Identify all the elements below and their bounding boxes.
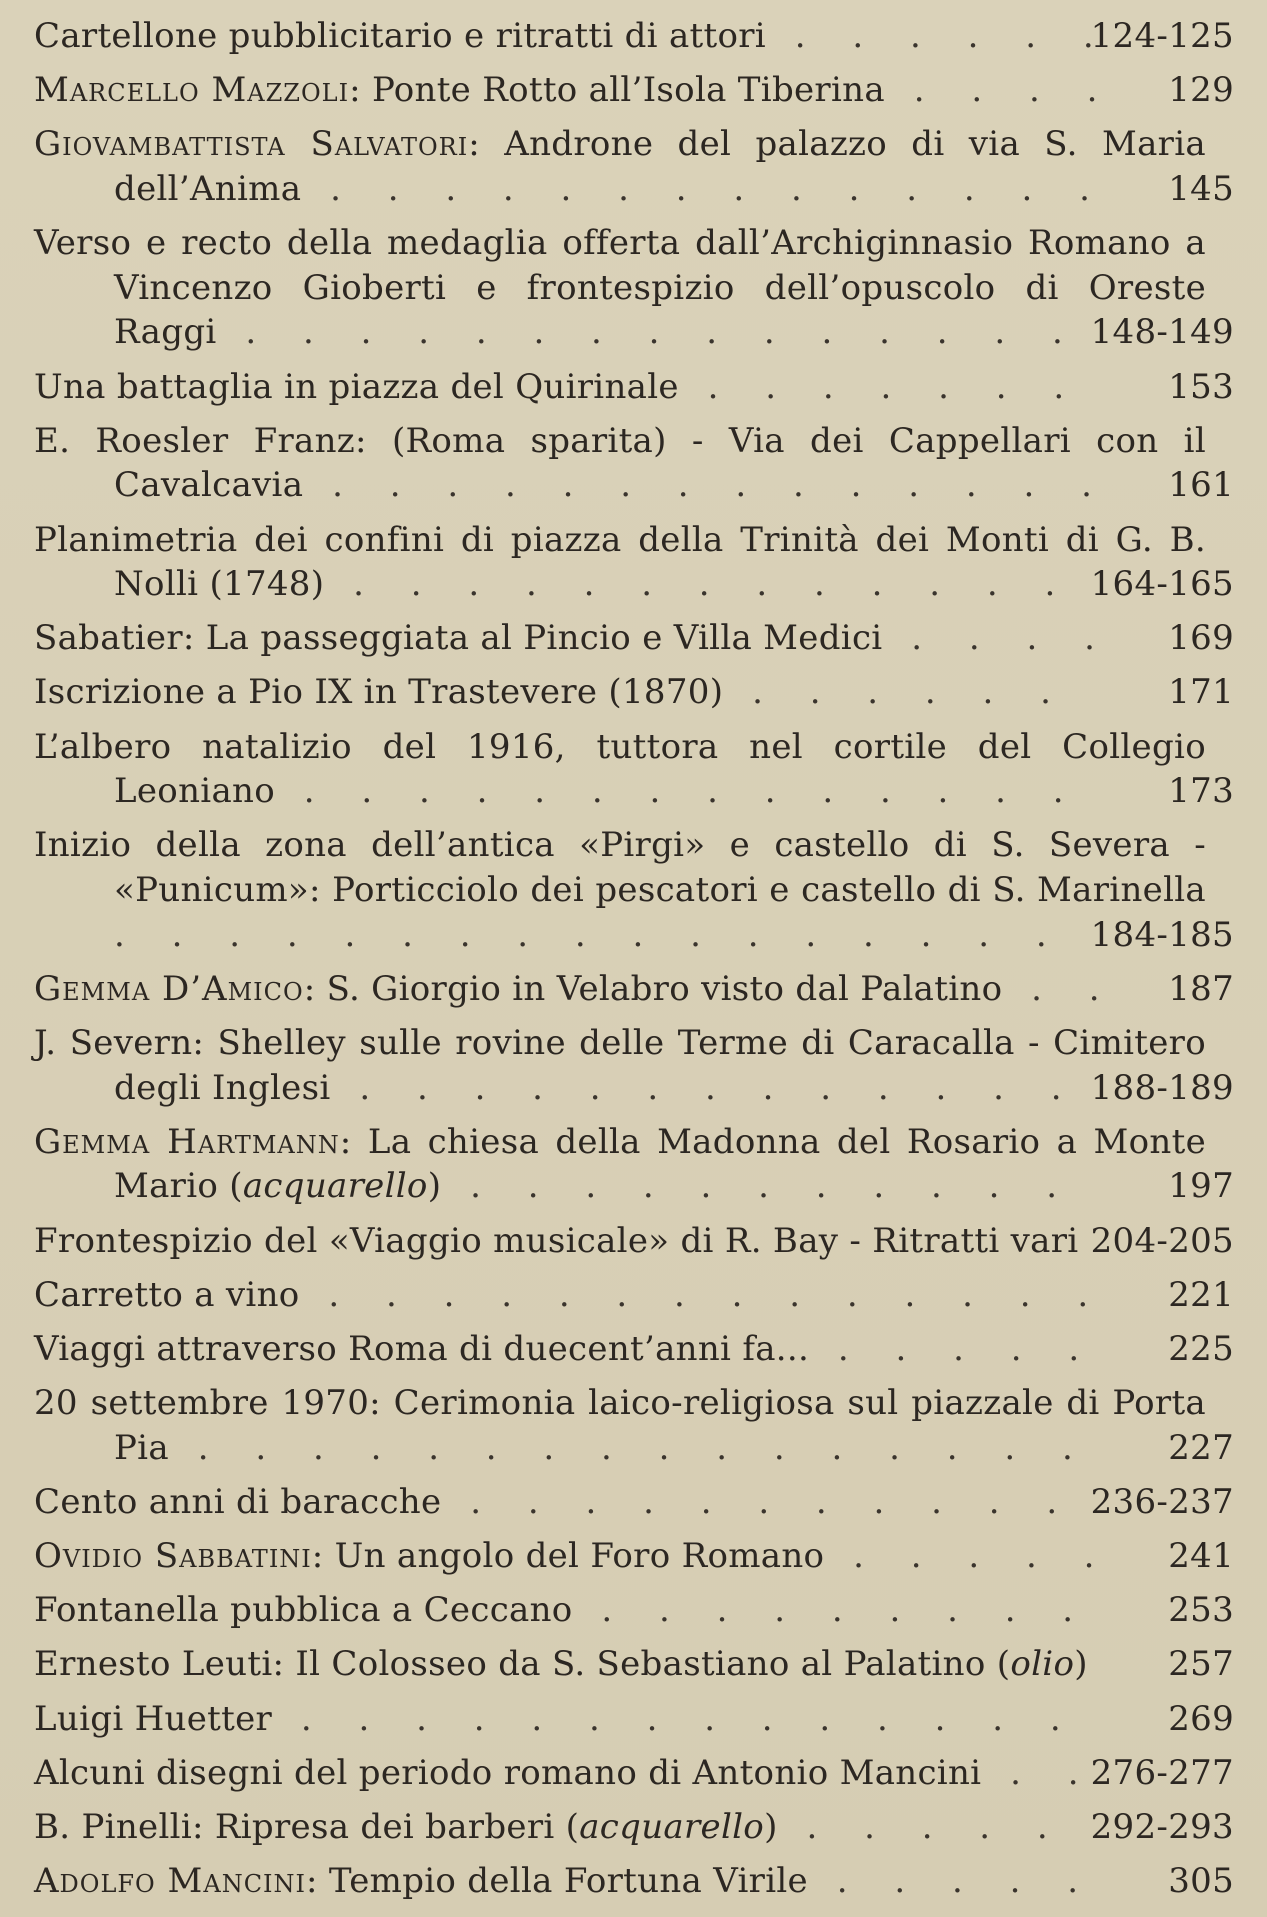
toc-entry-title: J. Severn: Shelley sulle rovine delle Terme di Caracalla - Cimitero degli Inglesi xyxy=(34,1023,1206,1108)
toc-entry-title: Androne del palazzo di via S. Maria dell’Anima xyxy=(114,124,1206,209)
toc-entry-text xyxy=(34,1751,1206,1796)
toc-entry-title: Sabatier: La passeggiata al Pincio e Villa Medici xyxy=(34,618,883,659)
toc-page-number: 227 xyxy=(1168,1427,1234,1468)
toc-entry-text xyxy=(34,1642,1206,1687)
toc-page-number: 253 xyxy=(1168,1590,1234,1631)
toc-entry-title: Iscrizione a Pio IX in Trastevere (1870) xyxy=(34,672,724,713)
toc-entry-text xyxy=(34,1588,1206,1633)
author-separator: : xyxy=(311,1536,335,1577)
author-separator: : xyxy=(468,124,505,165)
toc-entry xyxy=(34,1805,1234,1850)
toc-entry-title: La chiesa della Madonna del Rosario a Monte Mario ( xyxy=(114,1121,1206,1207)
toc-entry-closing: ) xyxy=(764,1807,778,1848)
dot-leader: . . xyxy=(981,1752,1097,1793)
toc-page-number: 184-185 xyxy=(1090,914,1234,955)
toc-entry-title: Cartellone pubblicitario e ritratti di attori xyxy=(34,16,766,56)
toc-page-number: 164-165 xyxy=(1090,564,1234,605)
toc-entry xyxy=(34,725,1234,814)
toc-page-number: 225 xyxy=(1168,1328,1234,1369)
dot-leader: . . . . . xyxy=(807,1861,1097,1902)
dot-leader: . . xyxy=(1002,968,1118,1009)
toc-entry xyxy=(34,122,1234,211)
toc-entry-title: Frontespizio del «Viaggio musicale» di R. Bay - Ritratti vari xyxy=(34,1220,1079,1261)
author-separator: : xyxy=(349,70,372,111)
toc-entry-title: Ernesto Leuti: Il Colosseo da S. Sebastiano al Palatino ( xyxy=(34,1644,1011,1685)
toc-page-number: 276-277 xyxy=(1090,1752,1234,1793)
toc-entry xyxy=(34,221,1234,355)
toc-entry-text xyxy=(34,616,1206,661)
toc-entry-text xyxy=(34,122,1206,211)
toc-entry-title: 20 settembre 1970: Cerimonia laico-religiosa sul piazzale di Porta Pia xyxy=(34,1383,1206,1468)
toc-entry xyxy=(34,1480,1234,1525)
toc-entry-title: Viaggi attraverso Roma di duecent’anni fa... xyxy=(34,1328,810,1369)
dot-leader: . . . . . . . . . . . xyxy=(441,1166,1076,1207)
toc-entry-title: Tempio della Fortuna Virile xyxy=(328,1861,808,1902)
toc-entry-text xyxy=(34,1697,1206,1742)
toc-entry-closing: ) xyxy=(1074,1644,1088,1685)
toc-entry xyxy=(34,967,1234,1012)
dot-leader: . . . . . . xyxy=(765,16,1112,56)
toc-page-number: 241 xyxy=(1168,1536,1234,1577)
dot-leader: . . . . . . . . . . . . . xyxy=(324,564,1074,605)
author-separator: : xyxy=(339,1121,368,1162)
toc-entry-title: Carretto a vino xyxy=(34,1274,300,1315)
dot-leader: . . . . . . . . . . . . . . . . xyxy=(168,1427,1091,1468)
toc-entry-title: Alcuni disegni del periodo romano di Antonio Mancini xyxy=(34,1752,982,1793)
toc-page-number: 257 xyxy=(1168,1644,1234,1685)
toc-entry-text xyxy=(34,967,1206,1012)
toc-page-number: 169 xyxy=(1168,618,1234,659)
toc-entry-title: Una battaglia in piazza del Quirinale xyxy=(34,366,679,407)
toc-entry-title: Luigi Huetter xyxy=(34,1698,273,1739)
toc-entry-title: E. Roesler Franz: (Roma sparita) - Via dei Cappellari con il Cavalcavia xyxy=(34,420,1206,506)
dot-leader: . . . . . . . . . . . . . . . xyxy=(216,312,1081,353)
author-separator: : xyxy=(306,1861,329,1902)
toc-entry xyxy=(34,1381,1234,1470)
toc-entry-text xyxy=(34,518,1206,607)
toc-entry xyxy=(34,1642,1234,1687)
toc-entry xyxy=(34,518,1234,607)
toc-entry-title: Fontanella pubblica a Ceccano xyxy=(34,1590,573,1631)
dot-leader: . . . . . . . . . . . . . . xyxy=(272,1698,1079,1739)
toc-entry xyxy=(34,1273,1234,1318)
toc-entry-medium: olio xyxy=(1010,1644,1075,1685)
toc-entry-text xyxy=(34,1120,1206,1209)
toc-entry-text xyxy=(34,725,1206,814)
author-separator: : xyxy=(303,968,327,1009)
toc-page-number: 204-205 xyxy=(1090,1220,1234,1261)
toc-page-number: 173 xyxy=(1168,771,1234,812)
toc-entry-text xyxy=(34,365,1206,410)
toc-entry-title: L’albero natalizio del 1916, tuttora nel cortile del Collegio Leoniano xyxy=(34,726,1206,812)
dot-leader: . . . . . . . . . . . . . . xyxy=(303,465,1110,506)
toc-entry xyxy=(34,1534,1234,1579)
dot-leader: . . . . xyxy=(884,70,1116,111)
toc-page-number: 188-189 xyxy=(1090,1067,1234,1108)
toc-entry xyxy=(34,1859,1234,1904)
dot-leader: . . . . . . . . . . . . . . xyxy=(299,1274,1107,1315)
toc-entry xyxy=(34,1697,1234,1742)
toc-entry-author: Adolfo Mancini xyxy=(34,1861,307,1902)
toc-entry xyxy=(34,1021,1234,1110)
toc-page-number: 305 xyxy=(1168,1861,1234,1902)
toc-page-number: 161 xyxy=(1168,465,1234,506)
dot-leader: . . . . . xyxy=(777,1807,1066,1848)
toc-page-number: 145 xyxy=(1168,168,1234,209)
toc-entry-title: Verso e recto della medaglia offerta dall’Archiginnasio Romano a Vincenzo Gioberti e frontespizio dell’opuscolo di Oreste Raggi xyxy=(34,223,1206,353)
toc-entry-text xyxy=(34,1805,1206,1850)
toc-page-number: 269 xyxy=(1168,1698,1234,1739)
toc-entry xyxy=(34,419,1234,508)
toc-page-number: 292-293 xyxy=(1090,1807,1234,1848)
toc-entry xyxy=(34,1588,1234,1633)
dot-leader: . . . . . . . . . . . . . . . . . xyxy=(114,914,1065,955)
toc-entry-author: Gemma Hartmann xyxy=(34,1121,340,1162)
dot-leader: . . . . . . xyxy=(723,672,1069,713)
toc-entry-author: Gemma D’Amico xyxy=(34,968,304,1009)
toc-entry-title: S. Giorgio in Velabro visto dal Palatino xyxy=(326,968,1003,1009)
toc-entry-title: Cento anni di baracche xyxy=(34,1481,442,1522)
dot-leader: . . . . . . . xyxy=(678,366,1083,407)
toc-entry-closing: ) xyxy=(427,1166,442,1207)
toc-entry-title: Ponte Rotto all’Isola Tiberina xyxy=(371,70,885,111)
toc-entry-text xyxy=(34,670,1206,715)
dot-leader: . . . . . xyxy=(824,1536,1113,1577)
toc-entry-title: Inizio della zona dell’antica «Pirgi» e castello di S. Severa - «Punicum»: Porticciolo dei pescatori e castello di S. Marinella xyxy=(34,825,1206,911)
toc-entry xyxy=(34,1219,1234,1264)
toc-page-number: 187 xyxy=(1168,968,1234,1009)
toc-page-number: 171 xyxy=(1168,672,1234,713)
table-of-contents xyxy=(34,14,1234,1913)
toc-entry-text xyxy=(34,14,1206,59)
toc-entry-text xyxy=(34,1381,1206,1470)
toc-entry-text xyxy=(34,221,1206,355)
toc-entry-author: Giovambattista Salvatori xyxy=(34,124,469,165)
toc-entry-text xyxy=(34,1327,1206,1372)
toc-entry-medium: acquarello xyxy=(579,1807,765,1848)
toc-entry xyxy=(34,823,1234,957)
toc-entry-text xyxy=(34,1859,1206,1904)
toc-entry xyxy=(34,14,1234,59)
toc-entry-title: Un angolo del Foro Romano xyxy=(334,1536,825,1577)
toc-entry xyxy=(34,670,1234,715)
toc-entry xyxy=(34,1751,1234,1796)
toc-page-number: 148-149 xyxy=(1090,312,1234,353)
dot-leader: . . . . . . . . . . . . . . xyxy=(274,771,1082,812)
toc-entry xyxy=(34,68,1234,113)
toc-entry-text xyxy=(34,1021,1206,1110)
toc-entry xyxy=(34,1120,1234,1209)
toc-entry xyxy=(34,616,1234,661)
toc-entry xyxy=(34,365,1234,410)
dot-leader: . . . . . . . . . . . xyxy=(441,1481,1076,1522)
toc-entry xyxy=(34,1327,1234,1372)
toc-entry-text xyxy=(34,1534,1206,1579)
toc-page-number: 129 xyxy=(1168,70,1234,111)
dot-leader: . . . . . xyxy=(809,1328,1098,1369)
toc-entry-title: B. Pinelli: Ripresa dei barberi ( xyxy=(34,1807,580,1848)
dot-leader: . . . . . . . . . . . . . xyxy=(330,1067,1080,1108)
toc-page-number: 236-237 xyxy=(1090,1481,1234,1522)
toc-entry-text xyxy=(34,419,1206,508)
toc-entry-author: Ovidio Sabbatini xyxy=(34,1536,312,1577)
dot-leader: . . . . xyxy=(882,618,1113,659)
toc-entry-text xyxy=(34,823,1206,957)
dot-leader: . . . . . . . . . . . . . . xyxy=(301,168,1108,209)
toc-entry-title: Planimetria dei confini di piazza della Trinità dei Monti di G. B. Nolli (1748) xyxy=(34,519,1206,605)
dot-leader: . . . . . . . . . xyxy=(572,1590,1092,1631)
toc-entry-medium: acquarello xyxy=(242,1166,428,1207)
toc-entry-text xyxy=(34,1273,1206,1318)
toc-entry-text xyxy=(34,68,1206,113)
toc-entry-author: Marcello Mazzoli xyxy=(34,70,350,111)
toc-page-number: 197 xyxy=(1168,1166,1234,1207)
toc-entry-text xyxy=(34,1480,1206,1525)
toc-page-number: 153 xyxy=(1168,366,1234,407)
toc-entry-text xyxy=(34,1219,1206,1264)
toc-page-number: 221 xyxy=(1168,1274,1234,1315)
toc-page-number: 124-125 xyxy=(1090,16,1234,56)
